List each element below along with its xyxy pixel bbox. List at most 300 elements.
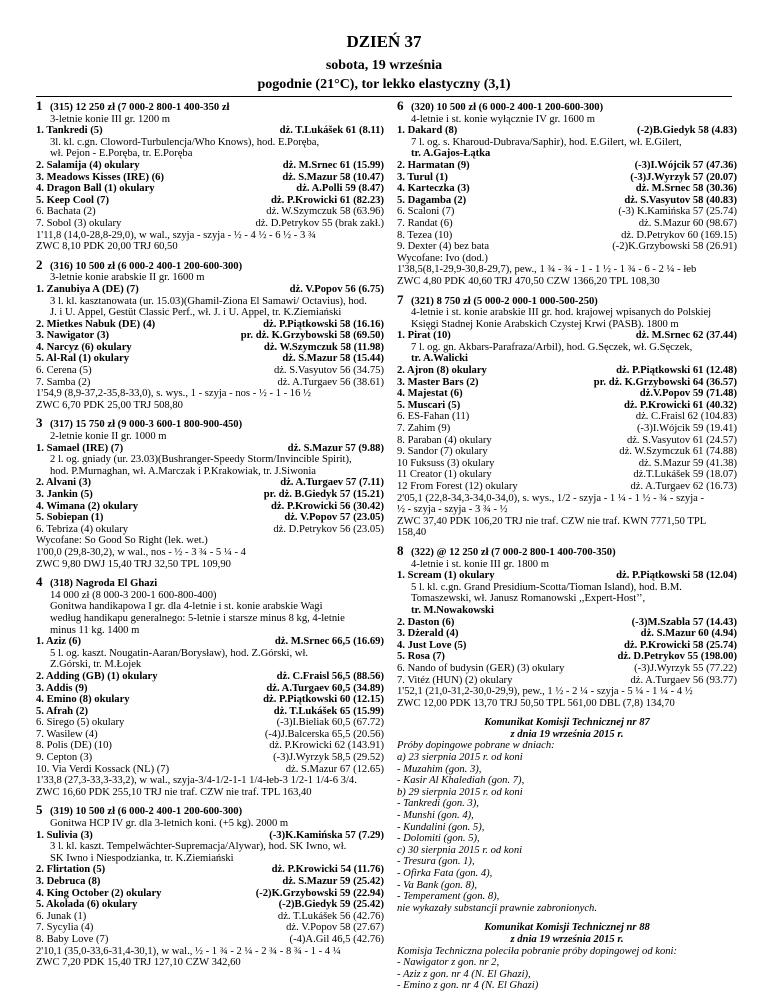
race-entry xyxy=(397,605,737,617)
race-entry xyxy=(397,469,737,481)
jockey: dż. A.Turgaev 60,5 (34.89) xyxy=(266,682,384,694)
horse-name: 7. Zahim (9) xyxy=(397,423,451,435)
race-entry xyxy=(36,307,384,319)
horse-name: Z.Górski, tr. M.Łojek xyxy=(50,659,142,671)
race-title: (322) @ 12 250 zł (7 000-2 800-1 400-700-350) xyxy=(411,546,616,558)
race-entry xyxy=(397,617,737,629)
jockey: dż. S.Vasyutov 61 (24.57) xyxy=(626,434,737,446)
jockey: dż. P.Piątkowski 58 (16.16) xyxy=(263,318,384,330)
jockey: pr. dż. K.Grzybowski 58 (69.50) xyxy=(240,330,384,342)
jockey: dż. S.Mazur 67 (12.65) xyxy=(285,763,384,775)
date-line: sobota, 19 września xyxy=(325,58,443,73)
horse-name: 9. Dexter (4) bez bata xyxy=(397,241,490,253)
horse-name: 2. Adding (GB) (1) okulary xyxy=(36,670,158,682)
jockey: dż. S.Mazur 59 (25.42) xyxy=(282,876,384,887)
horse-name: 4. King October (2) okulary xyxy=(36,887,162,899)
horse-name: 1. Scream (1) okulary xyxy=(397,570,495,582)
jockey: dż. P.Krowicki 61 (40.32) xyxy=(624,399,737,411)
jockey: dż. P.Krowicki 62 (143.91) xyxy=(269,740,384,752)
horse-name: 8. Baby Love (7) xyxy=(36,933,109,945)
jockey: dż. S.Mazur 57 (9.88) xyxy=(287,442,384,454)
race-entry xyxy=(36,512,384,524)
race-block xyxy=(397,291,737,539)
jockey: dż. S.Vasyutov 58 (40.83) xyxy=(624,194,737,206)
horse-name: 12 From Forest (12) okulary xyxy=(397,481,518,492)
horse-name: 3. Turul (1) xyxy=(397,171,448,183)
horse-name: hod. P.Murnaghan, wł. A.Marczak i P.Krakowiak, tr. J.Siwonia xyxy=(50,465,316,477)
race-entry xyxy=(397,675,737,687)
horse-name: 8. Polis (DE) (10) xyxy=(36,740,112,752)
race-entry xyxy=(36,717,384,729)
horse-name: 6. Cerena (5) xyxy=(36,365,92,377)
race-entry xyxy=(397,160,737,172)
race-title: (321) 8 750 zł (5 000-2 000-1 000-500-250) xyxy=(411,295,598,307)
komunikat-line: - Kasir Al Khalediah (gon. 7), xyxy=(397,775,525,787)
jockey: dż. M.Srnec 62 (37.44) xyxy=(635,330,737,342)
jockey: (-2)K.Grzybowski 58 (26.91) xyxy=(612,241,737,253)
race-entry xyxy=(36,853,384,865)
race-header xyxy=(397,542,737,559)
horse-name: 3 l. kl. kaszt. Tempelwächter-Supremacja/Alywar), hod. SK Iwno, wł. xyxy=(50,841,347,853)
horse-name: 5. Rosa (7) xyxy=(397,651,445,663)
jockey: dż. T.Lukášek 65 (15.99) xyxy=(273,705,384,717)
horse-name: 6. Bachata (2) xyxy=(36,206,96,218)
race-number: 5 xyxy=(36,802,43,818)
horse-name: 5 l. kl. c.gn. Grand Presidium-Scotta/Tioman Island), hod. B.M. xyxy=(411,581,682,593)
race-entry xyxy=(397,582,737,594)
race-entry xyxy=(397,458,737,470)
race-header xyxy=(36,256,384,273)
komunikat-line: c) 30 sierpnia 2015 r. od koni xyxy=(397,844,523,856)
race-entry xyxy=(397,365,737,377)
race-entry xyxy=(36,911,384,923)
horse-name: 5. Muscari (5) xyxy=(397,399,461,411)
race-entry xyxy=(397,183,737,195)
horse-name: 2. Harmatan (9) xyxy=(397,159,470,171)
day-title: DZIEŃ 37 xyxy=(346,32,422,51)
race-entry xyxy=(397,125,737,137)
jockey: dż. D.Petrykov 56 (23.05) xyxy=(273,523,384,535)
jockey: (-3)I.Bieliak 60,5 (67.72) xyxy=(276,717,384,729)
race-entry xyxy=(36,365,384,377)
race-entry xyxy=(36,183,384,195)
jockey: dż. P.Piątkowski 60 (12.15) xyxy=(263,694,384,706)
race-entry xyxy=(397,241,737,253)
komunikat-line: - Muzahim (gon. 3), xyxy=(397,763,482,775)
komunikat-line: - Temperament (gon. 8), xyxy=(397,891,500,903)
komunikat-line: b) 29 sierpnia 2015 r. od koni xyxy=(397,786,523,798)
jockey: dż. P.Piątkowski 58 (12.04) xyxy=(616,570,737,582)
jockey: (-3)K.Kamińska 57 (7.29) xyxy=(269,829,384,841)
horse-name: 4. Dragon Ball (1) okulary xyxy=(36,183,155,195)
horse-name: 4. Majestat (6) xyxy=(397,388,463,400)
race-result: 1'11,8 (14,0-28,8-29,0), w wal., szyja - szyja - ½ - 4 ½ - 6 ½ - 3 ¾ xyxy=(36,229,316,241)
race-number: 8 xyxy=(397,542,404,558)
race-result: 1'33,8 (27,3-33,3-33,2), w wal., szyja-3/4-1/2-1-1 1/4-łeb-3 1/2-1 1/4-6 3/4. xyxy=(36,775,357,787)
jockey: dż. P.Krowicki 61 (82.23) xyxy=(271,194,384,206)
race-entry xyxy=(36,454,384,466)
horse-name: 6. Scaloni (7) xyxy=(397,206,455,218)
race-entry xyxy=(36,899,384,911)
horse-name: 8. Tezea (10) xyxy=(397,229,453,241)
horse-name: 10. Via Verdi Kossack (NL) (7) xyxy=(36,763,170,775)
race-payout: ZWC 4,80 PDK 40,60 TRJ 470,50 CZW 1366,20 TPL 108,30 xyxy=(397,275,660,287)
race-entry xyxy=(397,663,737,675)
race-payout: ZWC 6,70 PDK 25,00 TRJ 508,80 xyxy=(36,399,183,411)
komunikat-line: - Tankredi (gon. 3), xyxy=(397,798,479,810)
race-entry xyxy=(397,593,737,605)
race-entry xyxy=(36,830,384,842)
jockey: dż. P.Krowicki 56 (30.42) xyxy=(271,500,384,512)
jockey: dż. V.Popov 57 (23.05) xyxy=(284,512,384,524)
jockey: dż. C.Fraisl 56,5 (88.56) xyxy=(276,670,384,682)
race-result: 1'54,9 (8,9-37,2-35,8-33,0), s. wys., 1 - szyja - nos - ½ - 1 - 16 ½ xyxy=(36,388,311,400)
race-number: 1 xyxy=(36,98,43,113)
jockey: dż. A.Turgaev 56 (38.61) xyxy=(277,376,384,388)
race-entry xyxy=(36,841,384,853)
race-payout: ZWC 7,20 PDK 15,40 TRJ 127,10 CZW 342,60 xyxy=(36,957,241,969)
race-conditions: 3-letnie konie III gr. 1200 m xyxy=(50,113,171,125)
komunikat-date: z dnia 19 września 2015 r. xyxy=(510,728,624,740)
horse-name: 1. Samael (IRE) (7) xyxy=(36,442,124,454)
komunikat-line: - Aziz z gon. nr 4 (N. El Ghazi), xyxy=(397,968,531,980)
horse-name: 1. Sulivia (3) xyxy=(36,829,93,841)
komunikat-line: - Ofirka Fata (gon. 4), xyxy=(397,868,493,879)
horse-name: wł. Pejon - E.Poręba, tr. E.Poręba xyxy=(50,148,193,160)
jockey: dż.T.Lukášek 59 (18.07) xyxy=(633,469,737,481)
jockey: (-2)B.Giedyk 59 (25.42) xyxy=(278,899,384,911)
race-entry xyxy=(36,524,384,536)
horse-name: 3. Debruca (8) xyxy=(36,876,101,887)
horse-name: J. i U. Appel, Gestüt Classic Perf., wł. J. i U. Appel, tr. K.Ziemiański xyxy=(50,307,342,319)
horse-name: 7. Samba (2) xyxy=(36,376,91,388)
race-entry xyxy=(397,218,737,230)
race-header xyxy=(36,804,384,818)
horse-name: tr. A.Walicki xyxy=(411,353,468,365)
race-entry xyxy=(397,481,737,493)
horse-name: 1. Tankredi (5) xyxy=(36,125,103,137)
komunikat-line: - Dolomiti (gon. 5), xyxy=(397,833,480,845)
jockey: (-2)K.Grzybowski 59 (22.94) xyxy=(255,887,384,899)
race-number: 4 xyxy=(36,574,43,590)
jockey: dż. S.Mazur 59 (41.38) xyxy=(638,457,737,469)
horse-name: 4. Karteczka (3) xyxy=(397,183,470,195)
jockey: dż. S.Mazur 58 (10.47) xyxy=(282,171,384,183)
komunikat-line: Próby dopingowe pobrane w dniach: xyxy=(397,740,555,752)
horse-name: 4. Wimana (2) okulary xyxy=(36,500,139,512)
race-entry xyxy=(36,489,384,501)
horse-name: 2. Daston (6) xyxy=(397,616,455,628)
race-entry xyxy=(36,148,384,160)
race-entry xyxy=(36,137,384,149)
race-entry xyxy=(36,125,384,137)
jockey: (-4)A.Gil 46,5 (42.76) xyxy=(289,933,384,945)
jockey: (-2)B.Giedyk 58 (4.83) xyxy=(636,125,737,137)
jockey: dż. T.Lukášek 56 (42.76) xyxy=(277,910,384,922)
horse-name: 11 Creator (1) okulary xyxy=(397,469,492,481)
horse-name: SK Iwno i Niespodzianka, tr. K.Ziemiański xyxy=(50,852,234,864)
horse-name: 6. Nando of budysin (GER) (3) okulary xyxy=(397,662,565,674)
race-entry xyxy=(397,411,737,423)
race-entry xyxy=(397,353,737,365)
jockey: (-3)I.Wójcik 59 (19.41) xyxy=(636,423,737,435)
komunikat-line: - Va Bank (gon. 8), xyxy=(397,879,478,891)
race-entry xyxy=(397,377,737,389)
horse-name: 9. Sandor (7) okulary xyxy=(397,446,488,458)
komunikat-line: - Emino z gon. nr 4 (N. El Ghazi) xyxy=(397,980,539,992)
race-entry xyxy=(397,446,737,458)
race-block xyxy=(36,256,384,412)
horse-name: 5. Sobiepan (1) xyxy=(36,512,104,524)
komunikat-88 xyxy=(397,922,737,992)
race-header xyxy=(36,100,384,114)
race-number: 6 xyxy=(397,98,404,113)
race-entry xyxy=(397,570,737,582)
jockey: dż. A.Polli 59 (8.47) xyxy=(296,183,384,195)
race-entry xyxy=(397,148,737,160)
race-entry xyxy=(36,160,384,172)
race-entry xyxy=(36,466,384,478)
race-block xyxy=(36,100,384,253)
race-entry xyxy=(36,501,384,513)
komunikat-date: z dnia 19 września 2015 r. xyxy=(510,933,624,945)
race-entry xyxy=(36,477,384,489)
race-payout: ZWC 9,80 DWJ 15,40 TRJ 32,50 TPL 109,90 xyxy=(36,558,231,570)
horse-name: 3. Jankin (5) xyxy=(36,489,93,500)
horse-name: 2. Alvani (3) xyxy=(36,477,92,489)
race-payout: ZWC 8,10 PDK 20,00 TRJ 60,50 xyxy=(36,241,178,253)
race-header xyxy=(397,291,737,308)
race-block xyxy=(397,100,737,288)
komunikat-line: Komisja Techniczna poleciła pobranie próby dopingowej od koni: xyxy=(397,945,678,957)
race-block xyxy=(397,542,737,709)
race-block xyxy=(36,417,384,570)
race-entry xyxy=(397,435,737,447)
race-entry xyxy=(36,172,384,184)
jockey: (-3)J.Wyrzyk 58,5 (29.52) xyxy=(273,752,384,764)
jockey: dż. V.Popov 58 (27.67) xyxy=(286,922,384,934)
horse-name: 4. Just Love (5) xyxy=(397,639,467,651)
horse-name: 6. ES-Fahan (11) xyxy=(397,411,470,423)
race-title: (315) 12 250 zł (7 000-2 800-1 400-350 zł xyxy=(50,102,230,113)
komunikat-line: a) 23 sierpnia 2015 r. od koni xyxy=(397,752,523,764)
horse-name: 7. Vitéz (HUN) (2) okulary xyxy=(397,674,513,686)
jockey: (-3)M.Szabla 57 (14.43) xyxy=(631,616,737,628)
race-number: 2 xyxy=(36,256,43,272)
horse-name: 4. Narcyz (6) okulary xyxy=(36,341,132,353)
horse-name: 5. Afrah (2) xyxy=(36,705,89,717)
horse-name: 8. Paraban (4) okulary xyxy=(397,434,492,446)
race-conditions: 3-letnie konie arabskie II gr. 1600 m xyxy=(50,272,205,284)
race-title: (320) 10 500 zł (6 000-2 400-1 200-600-300) xyxy=(411,102,604,113)
jockey: dż. A.Turgaev 56 (93.77) xyxy=(630,674,737,686)
horse-name: 2. Ajron (8) okulary xyxy=(397,365,487,377)
race-entry xyxy=(397,206,737,218)
jockey: dż. W.Szymczuk 61 (74.88) xyxy=(619,446,737,458)
race-entry xyxy=(397,651,737,663)
horse-name: 3. Meadows Kisses (IRE) (6) xyxy=(36,171,164,183)
race-result: 2'05,1 (22,8-34,3-34,0-34,0), s. wys., 1/2 - szyja - 1 ¼ - 1 ½ - ¾ - szyja - ½ - szyja - szyja - 3 ¾ - ½ xyxy=(397,492,705,516)
jockey: dż. V.Popov 56 (6.75) xyxy=(289,283,384,295)
race-conditions: 4-letnie i st. konie III gr. 1800 m xyxy=(411,558,549,570)
horse-name: 9. Cepton (3) xyxy=(36,752,93,764)
race-entry xyxy=(36,864,384,876)
jockey: dż. M.Srnec 61 (15.99) xyxy=(282,159,384,171)
race-entry xyxy=(36,694,384,706)
komunikat-title: Komunikat Komisji Technicznej nr 87 xyxy=(484,717,650,729)
komunikat-line: - Kundalini (gon. 5), xyxy=(397,821,485,833)
jockey: dż. C.Fraisl 62 (104.83) xyxy=(635,411,737,423)
race-entry xyxy=(397,342,737,354)
jockey: dż. T.Lukášek 61 (8.11) xyxy=(279,125,384,137)
race-entry xyxy=(397,195,737,207)
race-entry xyxy=(36,342,384,354)
race-entry xyxy=(36,752,384,764)
race-payout: ZWC 37,40 PDK 106,20 TRJ nie traf. CZW nie traf. KWN 7771,50 TPL 158,40 xyxy=(397,515,707,539)
race-entry xyxy=(36,377,384,389)
race-number: 3 xyxy=(36,415,43,431)
race-entry xyxy=(36,443,384,455)
race-result: 2'10,1 (35,0-33,6-31,4-30,1), w wal., ½ - 1 ¾ - 2 ¼ - 2 ¾ - 8 ¾ - 1 - 4 ¼ xyxy=(36,945,341,957)
jockey: (-3)J.Wyrzyk 57 (20.07) xyxy=(630,171,737,183)
horse-name: 5 l. og. kaszt. Nougatin-Aaran/Borysław), hod. Z.Górski, wł. xyxy=(50,647,309,659)
race-entry xyxy=(397,137,737,149)
race-entry xyxy=(397,640,737,652)
weather-line: pogodnie (21°C), tor lekko elastyczny (3,1) xyxy=(257,77,511,92)
jockey: (-4)J.Balcerska 65,5 (20.56) xyxy=(264,728,384,740)
race-entry xyxy=(397,388,737,400)
jockey: dż. A.Turgaev 57 (7.11) xyxy=(280,477,384,489)
jockey: dż. P.Krowicki 54 (11.76) xyxy=(271,864,384,876)
jockey: dż. W.Szymczuk 58 (11.98) xyxy=(263,341,384,353)
jockey: dż. S.Vasyutov 56 (34.75) xyxy=(273,365,384,377)
race-header xyxy=(397,100,737,114)
race-result: Wycofane: So Good So Right (lek. wet.) 1'00,0 (29,8-30,2), w wal., nos - ½ - 3 ¾ - 5 ¼ - 4 xyxy=(36,535,246,558)
horse-name: 4. Emino (8) okulary xyxy=(36,694,130,706)
horse-name: 3. Nawigator (3) xyxy=(36,330,110,342)
horse-name: 5. Keep Cool (7) xyxy=(36,194,109,206)
race-entry xyxy=(36,195,384,207)
race-entry xyxy=(36,659,384,671)
race-result: 1'52,1 (21,0-31,2-30,0-29,9), pew., 1 ½ - 2 ¼ - szyja - 5 ¼ - 1 ¼ - 4 ½ xyxy=(397,686,693,698)
race-conditions: 14 000 zł (8 000-3 200-1 600-800-400) Gonitwa handikapowa I gr. dla 4-letnie i st. konie arabskie Wagi według handikapu generalnego: 5-letnie i starsze minus 8 kg, 4-letnie minus 11 kg. 1400 m xyxy=(50,589,345,636)
horse-name: tr. A.Gajos-Łątka xyxy=(411,148,491,160)
race-entry xyxy=(36,888,384,900)
race-entry xyxy=(36,922,384,934)
jockey: pr. dż. K.Grzybowski 64 (36.57) xyxy=(593,376,737,388)
right-column xyxy=(397,100,737,992)
horse-name: Tomaszewski, wł. Janusz Romanowski ,,Expert-Host’’, xyxy=(411,593,646,605)
race-entry xyxy=(36,706,384,718)
komunikat-87 xyxy=(397,717,737,914)
jockey: dż. D.Petrykov 55 (brak zakł.) xyxy=(255,217,384,229)
race-title: (316) 10 500 zł (6 000-2 400-1 200-600-300) xyxy=(50,260,243,272)
horse-name: 2. Mietkes Nabuk (DE) (4) xyxy=(36,318,156,330)
jockey: dż. P.Piątkowski 61 (12.48) xyxy=(616,365,737,377)
horse-name: 5. Al-Ral (1) okulary xyxy=(36,353,129,365)
race-entry xyxy=(36,206,384,218)
horse-name: 1. Zanubiya A (DE) (7) xyxy=(36,283,139,295)
race-entry xyxy=(36,636,384,648)
race-result: Wycofane: Ivo (dod.) 1'38,5(8,1-29,9-30,8-29,7), pew., 1 ¾ - ¾ - 1 - 1 ½ - 1 ¾ - 6 - 2 ¼ - łeb xyxy=(397,252,697,276)
race-entry xyxy=(397,423,737,435)
horse-name: 1. Dakard (8) xyxy=(397,125,458,137)
race-entry xyxy=(36,876,384,888)
race-entry xyxy=(36,729,384,741)
race-conditions: 4-letnie i st. konie arabskie III gr. hod. krajowej wpisanych do Polskiej Księgi Stadnej Konie Arabskich Czystej Krwi (PASB). 1800 m xyxy=(411,307,712,330)
komunikat-line: - Munshi (gon. 4), xyxy=(397,810,474,822)
race-block xyxy=(36,804,384,968)
komunikat-line: - Tresura (gon. 1), xyxy=(397,856,475,868)
jockey: dż. S.Mazur 58 (15.44) xyxy=(282,353,384,365)
horse-name: 6. Junak (1) xyxy=(36,910,87,922)
race-conditions: 4-letnie i st. konie wyłącznie IV gr. 1600 m xyxy=(411,113,595,125)
horse-name: 3l. kl. c.gn. Cloword-Turbulencja/Who Knows), hod. E.Poręba, xyxy=(50,136,320,148)
horse-name: 7. Sobol (3) okulary xyxy=(36,217,122,229)
jockey: dż. S.Mazur 60 (4.94) xyxy=(640,628,737,640)
race-header xyxy=(36,576,384,590)
race-entry xyxy=(36,284,384,296)
race-title: (319) 10 500 zł (6 000-2 400-1 200-600-300) xyxy=(50,806,243,818)
komunikat-title: Komunikat Komisji Technicznej nr 88 xyxy=(484,922,650,934)
race-entry xyxy=(36,353,384,365)
race-entry xyxy=(397,230,737,242)
race-conditions: Gonitwa HCP IV gr. dla 3-letnich koni. (+5 kg). 2000 m xyxy=(50,818,289,830)
jockey: dż. D.Petrykov 60 (169.15) xyxy=(621,229,737,241)
race-entry xyxy=(36,296,384,308)
komunikat-line: nie wykazały substancji prawnie zabronionych. xyxy=(397,902,597,914)
horse-name: 1. Aziz (6) xyxy=(36,636,82,648)
jockey: pr. dż. B.Giedyk 57 (15.21) xyxy=(263,489,384,500)
jockey: (-3)J.Wyrzyk 55 (77.22) xyxy=(634,662,737,674)
jockey: dż. D.Petrykov 55 (198.00) xyxy=(617,651,737,663)
race-title: (318) Nagroda El Ghazi xyxy=(50,578,158,590)
race-entry xyxy=(36,648,384,660)
horse-name: 6. Sirego (5) okulary xyxy=(36,717,125,729)
jockey: dż. P.Krowicki 58 (25.74) xyxy=(624,639,737,651)
race-header xyxy=(36,417,384,431)
horse-name: 2. Salamija (4) okulary xyxy=(36,159,140,171)
race-entry xyxy=(397,330,737,342)
horse-name: 7 l. og. gn. Akbars-Parafraza/Arbil), hod. G.Sęczek, wł. G.Sęczek, xyxy=(411,341,693,353)
race-entry xyxy=(36,683,384,695)
race-title: (317) 15 750 zł (9 000-3 600-1 800-900-450) xyxy=(50,419,243,431)
race-entry xyxy=(36,319,384,331)
horse-name: 7. Wasilew (4) xyxy=(36,728,98,740)
horse-name: 3 l. kl. kasztanowata (ur. 15.03)(Ghamil-Ziona El Samawi/ Octavius), hod. xyxy=(50,295,367,307)
race-entry xyxy=(36,934,384,946)
horse-name: 1. Pirat (10) xyxy=(397,330,451,342)
race-conditions: 2-letnie konie II gr. 1000 m xyxy=(50,431,167,443)
jockey: (-3)I.Wójcik 57 (47.36) xyxy=(634,159,737,171)
jockey: dż. A.Turgaev 62 (16.73) xyxy=(630,481,737,492)
race-payout: ZWC 16,60 PDK 255,10 TRJ nie traf. CZW nie traf. TPL 163,40 xyxy=(36,786,312,798)
left-column xyxy=(36,100,384,975)
race-entry xyxy=(397,172,737,184)
race-entry xyxy=(397,400,737,412)
horse-name: 7. Randat (6) xyxy=(397,217,453,229)
horse-name: 2 l. og. gniady (ur. 23.03)(Bushranger-Speedy Storm/Invincible Spirit), xyxy=(50,454,352,466)
horse-name: 6. Tebriza (4) okulary xyxy=(36,523,129,535)
race-entry xyxy=(36,740,384,752)
jockey: dż.V.Popov 59 (71.48) xyxy=(639,388,737,400)
horse-name: 3. Addis (9) xyxy=(36,682,88,694)
race-payout: ZWC 12,00 PDK 13,70 TRJ 50,50 TPL 561,00 DBL (7,8) 134,70 xyxy=(397,697,675,709)
horse-name: 2. Flirtation (5) xyxy=(36,864,106,876)
race-entry xyxy=(36,764,384,776)
jockey: dż. S.Mazur 60 (98.67) xyxy=(638,217,737,229)
jockey: dż. M.Srnec 58 (30.36) xyxy=(635,183,737,195)
